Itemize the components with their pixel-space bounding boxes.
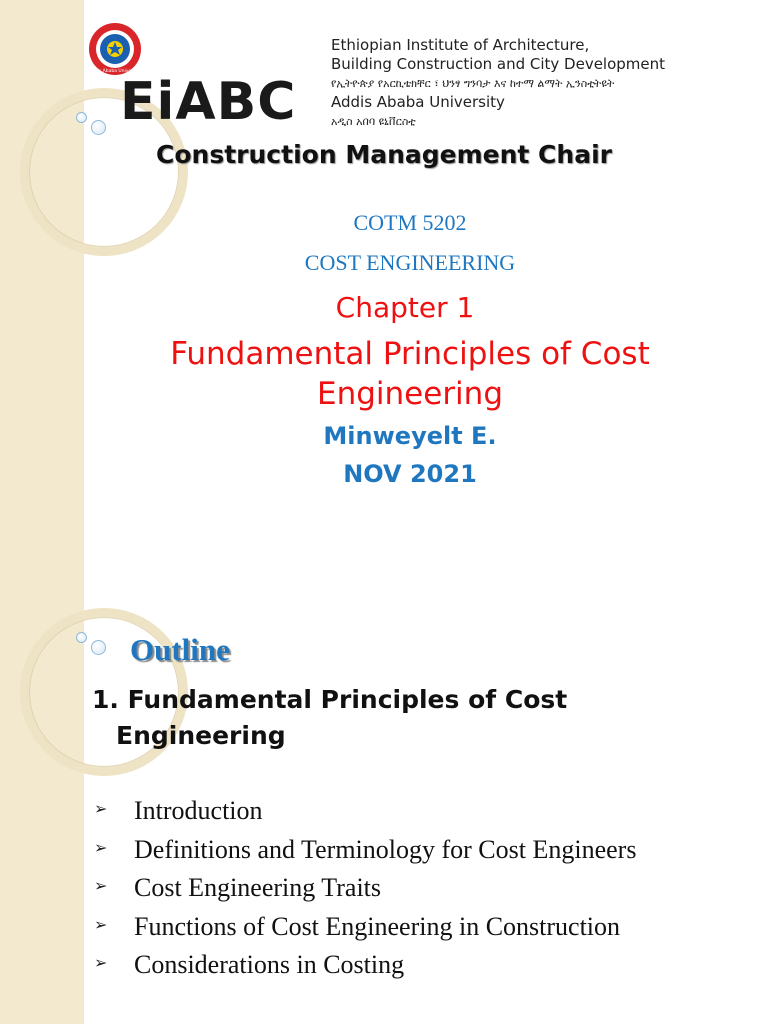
list-item (94, 835, 636, 874)
institute-name (331, 36, 665, 131)
section-heading-line: Engineering (116, 721, 286, 750)
bullet-arrow-icon: ➢ (94, 801, 108, 818)
course-code: COTM 5202 (353, 210, 467, 235)
logo-text: EiABC (120, 72, 297, 132)
list-item-text: Cost Engineering Traits (134, 873, 382, 902)
section-heading (92, 682, 732, 754)
outline-list (94, 796, 636, 989)
seal-text: Addis Ababa University (88, 69, 142, 74)
institute-line-amharic: የኢትዮጵያ የአርኪቴክቸር ፣ ህንፃ ግንባታ እና ከተማ ልማት ኢንስቲትዩት (331, 77, 615, 90)
institute-line-amharic: አዲስ አበባ ዩኒቨርስቲ (331, 115, 416, 128)
author-name: Minweyelt E. (323, 422, 497, 450)
institute-line: Addis Ababa University (331, 93, 505, 111)
list-item-text: Considerations in Costing (134, 950, 405, 979)
bullet-arrow-icon: ➢ (94, 839, 108, 857)
list-item (94, 912, 636, 951)
bullet-arrow-icon: ➢ (94, 955, 108, 972)
institute-line: Ethiopian Institute of Architecture, (331, 36, 590, 54)
outline-heading: Outline (130, 632, 230, 667)
list-item (94, 950, 636, 989)
list-item-text: Definitions and Terminology for Cost Engineers (134, 834, 637, 864)
list-item-text: Functions of Cost Engineering in Construction (134, 911, 621, 941)
section-heading-line: 1. Fundamental Principles of Cost (92, 685, 568, 714)
list-item (94, 873, 636, 912)
chair-title: Construction Management Chair (156, 140, 612, 169)
university-seal-icon (88, 22, 142, 76)
decorative-bubble (91, 640, 106, 655)
decorative-bubble (76, 632, 87, 643)
decorative-bubble (91, 120, 106, 135)
bullet-arrow-icon: ➢ (94, 916, 108, 934)
institute-line: Building Construction and City Development (331, 55, 666, 73)
chapter-label: Chapter 1 (335, 291, 475, 324)
decorative-bubble (76, 112, 87, 123)
outline-slide (0, 512, 768, 1024)
bullet-arrow-icon: ➢ (94, 878, 108, 895)
presentation-date: NOV 2021 (343, 460, 477, 488)
list-item (94, 796, 636, 835)
chapter-title: Fundamental Principles of Cost Engineering (170, 336, 650, 412)
course-name: COST ENGINEERING (304, 250, 516, 275)
list-item-text: Introduction (134, 796, 263, 825)
